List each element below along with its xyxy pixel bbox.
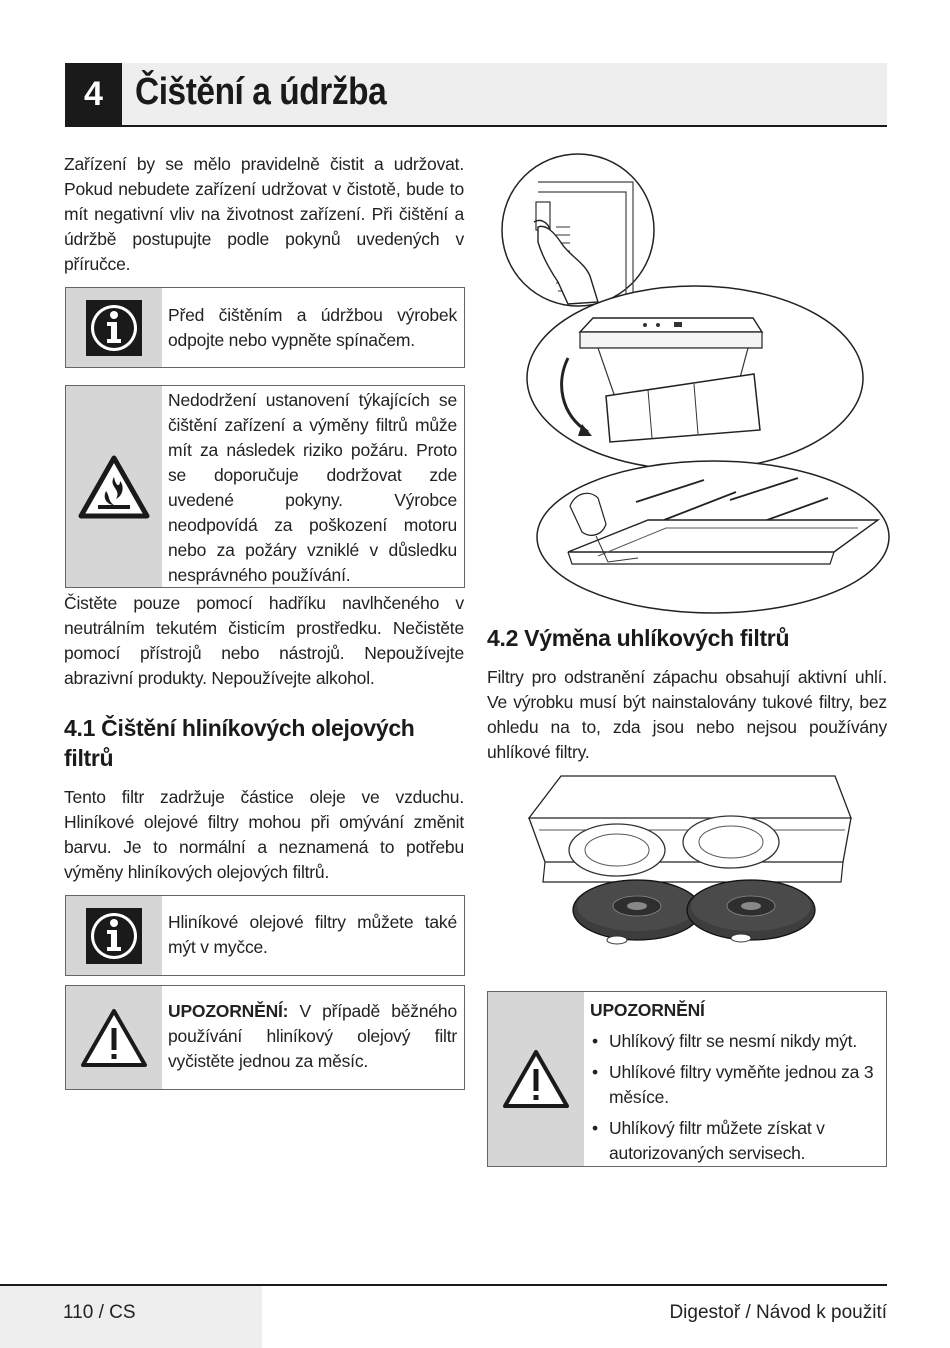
list-item: • Uhlíkový filtr můžete získat v autorizovaných servisech. [590, 1116, 879, 1166]
notice-icon-cell [66, 288, 162, 367]
section-4-1-title: 4.1 Čištění hliníkových olejových filtrů [64, 715, 415, 771]
section-4-1-body: Tento filtr zadržuje částice oleje ve vzduchu. Hliníkové olejové filtry mohou při omývání změnit barvu. Je to normální a neznamená to potřebu výměny hliníkových olejových filtrů. [64, 787, 464, 882]
footer-divider [0, 1284, 887, 1286]
notice-disconnect-text: Před čištěním a údržbou výrobek odpojte nebo vypněte spínačem. [168, 305, 457, 350]
list-item: • Uhlíkový filtr se nesmí nikdy mýt. [590, 1029, 879, 1054]
notice-monthly-text [168, 999, 457, 1074]
carbon-bullet-list [590, 1029, 879, 1166]
section-4-2-title: 4.2 Výměna uhlíkových filtrů [487, 625, 790, 651]
notice-dishwasher [65, 895, 465, 976]
carbon-filter-right [687, 880, 815, 940]
notice-icon-cell [66, 986, 162, 1089]
notice-icon-cell [66, 386, 162, 587]
carbon-filter-illustration [525, 770, 861, 950]
chapter-number: 4 [65, 63, 122, 125]
notice-disconnect [65, 287, 465, 368]
notice-monthly-body: V případě běžného používání hliníkový olejový filtr vyčistěte jednou za měsíc. [168, 1001, 457, 1071]
warning-triangle-icon [501, 1048, 571, 1110]
chapter-title: Čištění a údržba [135, 71, 387, 113]
notice-monthly-label: UPOZORNĚNÍ: [168, 1001, 289, 1021]
notice-icon-cell [488, 992, 584, 1166]
filter-removal-illustration [498, 152, 890, 614]
carbon-filter-left [573, 880, 701, 940]
notice-fire-text: Nedodržení ustanovení týkajících se čištění zařízení a výměny filtrů může mít za následek riziko požáru. Proto se doporučuje dodržovat zde uvedené pokyny. Výrobce neodpovídá za poškození motoru nebo za požáry vzniklé v důsledku nesprávného používání. [168, 390, 457, 585]
warning-triangle-icon [79, 1007, 149, 1069]
notice-carbon [487, 991, 887, 1167]
chapter-header [65, 63, 887, 127]
list-item: • Uhlíkové filtry vyměňte jednou za 3 měsíce. [590, 1060, 879, 1110]
notice-icon-cell [66, 896, 162, 975]
notice-monthly [65, 985, 465, 1090]
notice-carbon-body [590, 998, 879, 1166]
flammable-warning-icon [78, 455, 150, 519]
info-icon [84, 906, 144, 966]
info-icon [84, 298, 144, 358]
footer-page-number: 110 / CS [63, 1302, 136, 1323]
intro-paragraph: Zařízení by se mělo pravidelně čistit a udržovat. Pokud nebudete zařízení udržovat v čistotě, bude to mít negativní vliv na životnost zařízení. Při čištění a údržbě postupujte podle pokynů uvedených v příručce. [64, 154, 464, 274]
notice-carbon-title: UPOZORNĚNÍ [590, 1000, 705, 1020]
section-4-2-body: Filtry pro odstranění zápachu obsahují aktivní uhlí. Ve výrobku musí být nainstalovány tukové filtry, bez ohledu na to, zda jsou nebo nejsou používány uhlíkové filtry. [487, 667, 887, 762]
cleaning-paragraph: Čistěte pouze pomocí hadříku navlhčeného v neutrálním tekutém čisticím prostředku. Nečistěte pomocí přístrojů nebo nástrojů. Nepoužívejte abrazivní produkty. Nepoužívejte alkohol. [64, 593, 464, 688]
footer-document-title: Digestoř / Návod k použití [669, 1302, 887, 1323]
notice-dishwasher-text: Hliníkové olejové filtry můžete také mýt v myčce. [168, 912, 457, 957]
notice-fire [65, 385, 465, 588]
